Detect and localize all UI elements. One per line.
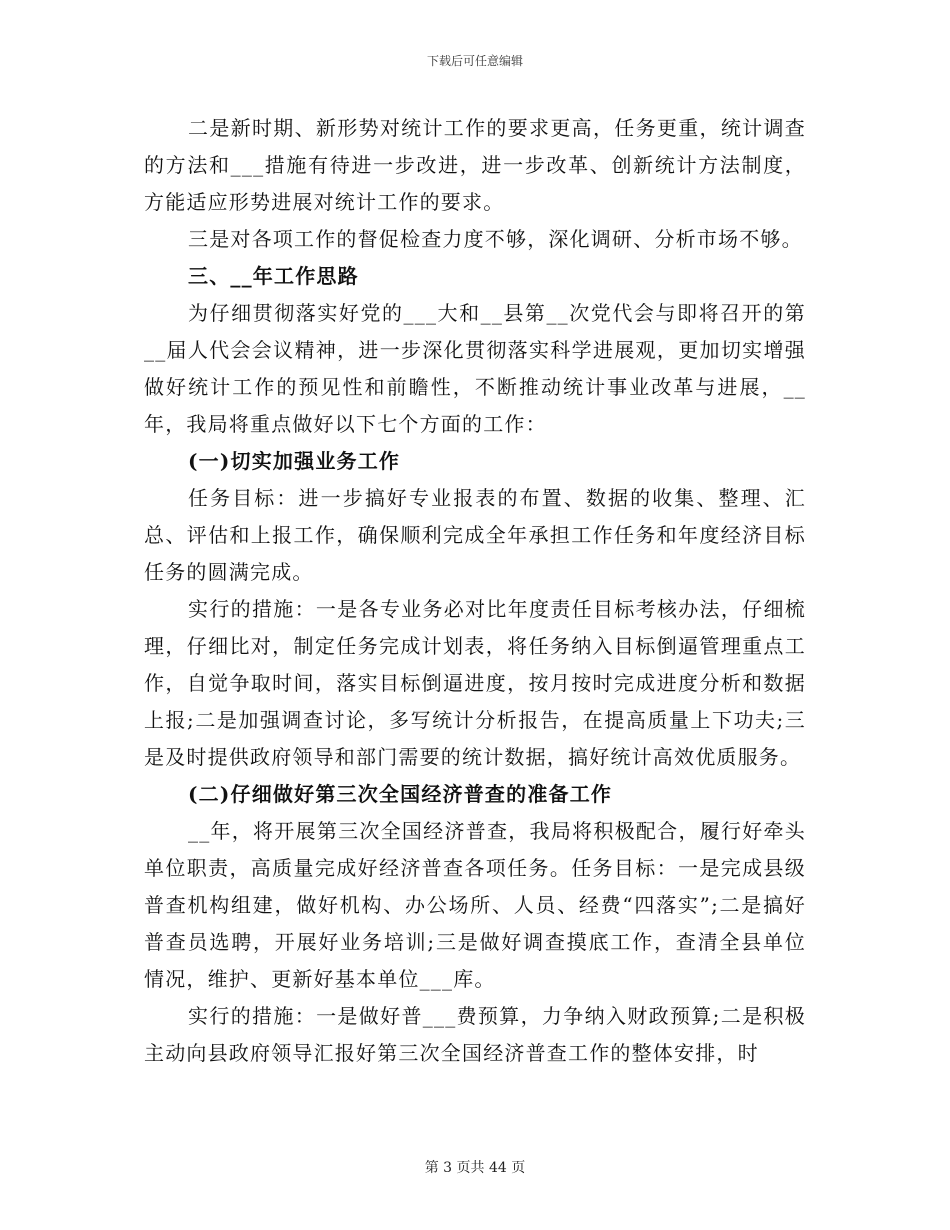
subheading-economic-census: (二)仔细做好第三次全国经济普查的准备工作 — [188, 782, 613, 806]
paragraph-task-goal-1: 任务目标：进一步搞好专业报表的布置、数据的收集、整理、汇总、评估和上报工作，确保顺利完成全年承担工作任务和年度经济目标任务的圆满完成。 — [144, 486, 806, 584]
paragraph-problem-3: 三是对各项工作的督促检查力度不够，深化调研、分析市场不够。 — [188, 227, 803, 251]
document-body — [144, 110, 806, 1072]
paragraph-measures-2: 实行的措施：一是做好普___费预算，力争纳入财政预算;二是积极主动向县政府领导汇报好第三次全国经济普查工作的整体安排，时 — [144, 1004, 806, 1065]
paragraph-intro: 为仔细贯彻落实好党的___大和__县第__次党代会与即将召开的第__届人代会会议精神，进一步深化贯彻落实科学进展观，更加切实增强做好统计工作的预见性和前瞻性，不断推动统计事业改革与进展，__年，我局将重点做好以下七个方面的工作： — [144, 301, 806, 436]
paragraph-problem-2: 二是新时期、新形势对统计工作的要求更高，任务更重，统计调查的方法和___措施有待进一步改进，进一步改革、创新统计方法制度，方能适应形势进展对统计工作的要求。 — [144, 116, 806, 214]
subheading-business-work: (一)切实加强业务工作 — [188, 449, 401, 473]
section-heading-work-plan: 三、__年工作思路 — [188, 264, 359, 288]
page-header: 下载后可任意编辑 — [426, 54, 523, 68]
paragraph-census-goal: __年，将开展第三次全国经济普查，我局将积极配合，履行好牵头单位职责，高质量完成好经济普查各项任务。任务目标：一是完成县级普查机构组建，做好机构、办公场所、人员、经费“四落实”;二是搞好普查员选聘，开展好业务培训;三是做好调查摸底工作，查清全县单位情况，维护、更新好基本单位___库。 — [144, 819, 806, 991]
page-footer: 第 3 页共 44 页 — [424, 1160, 526, 1176]
paragraph-measures-1: 实行的措施：一是各专业务必对比年度责任目标考核办法，仔细梳理，仔细比对，制定任务完成计划表，将任务纳入目标倒逼管理重点工作，自觉争取时间，落实目标倒逼进度，按月按时完成进度分析和数据上报;二是加强调查讨论，多写统计分析报告，在提高质量上下功夫;三是及时提供政府领导和部门需要的统计数据，搞好统计高效优质服务。 — [144, 597, 806, 769]
